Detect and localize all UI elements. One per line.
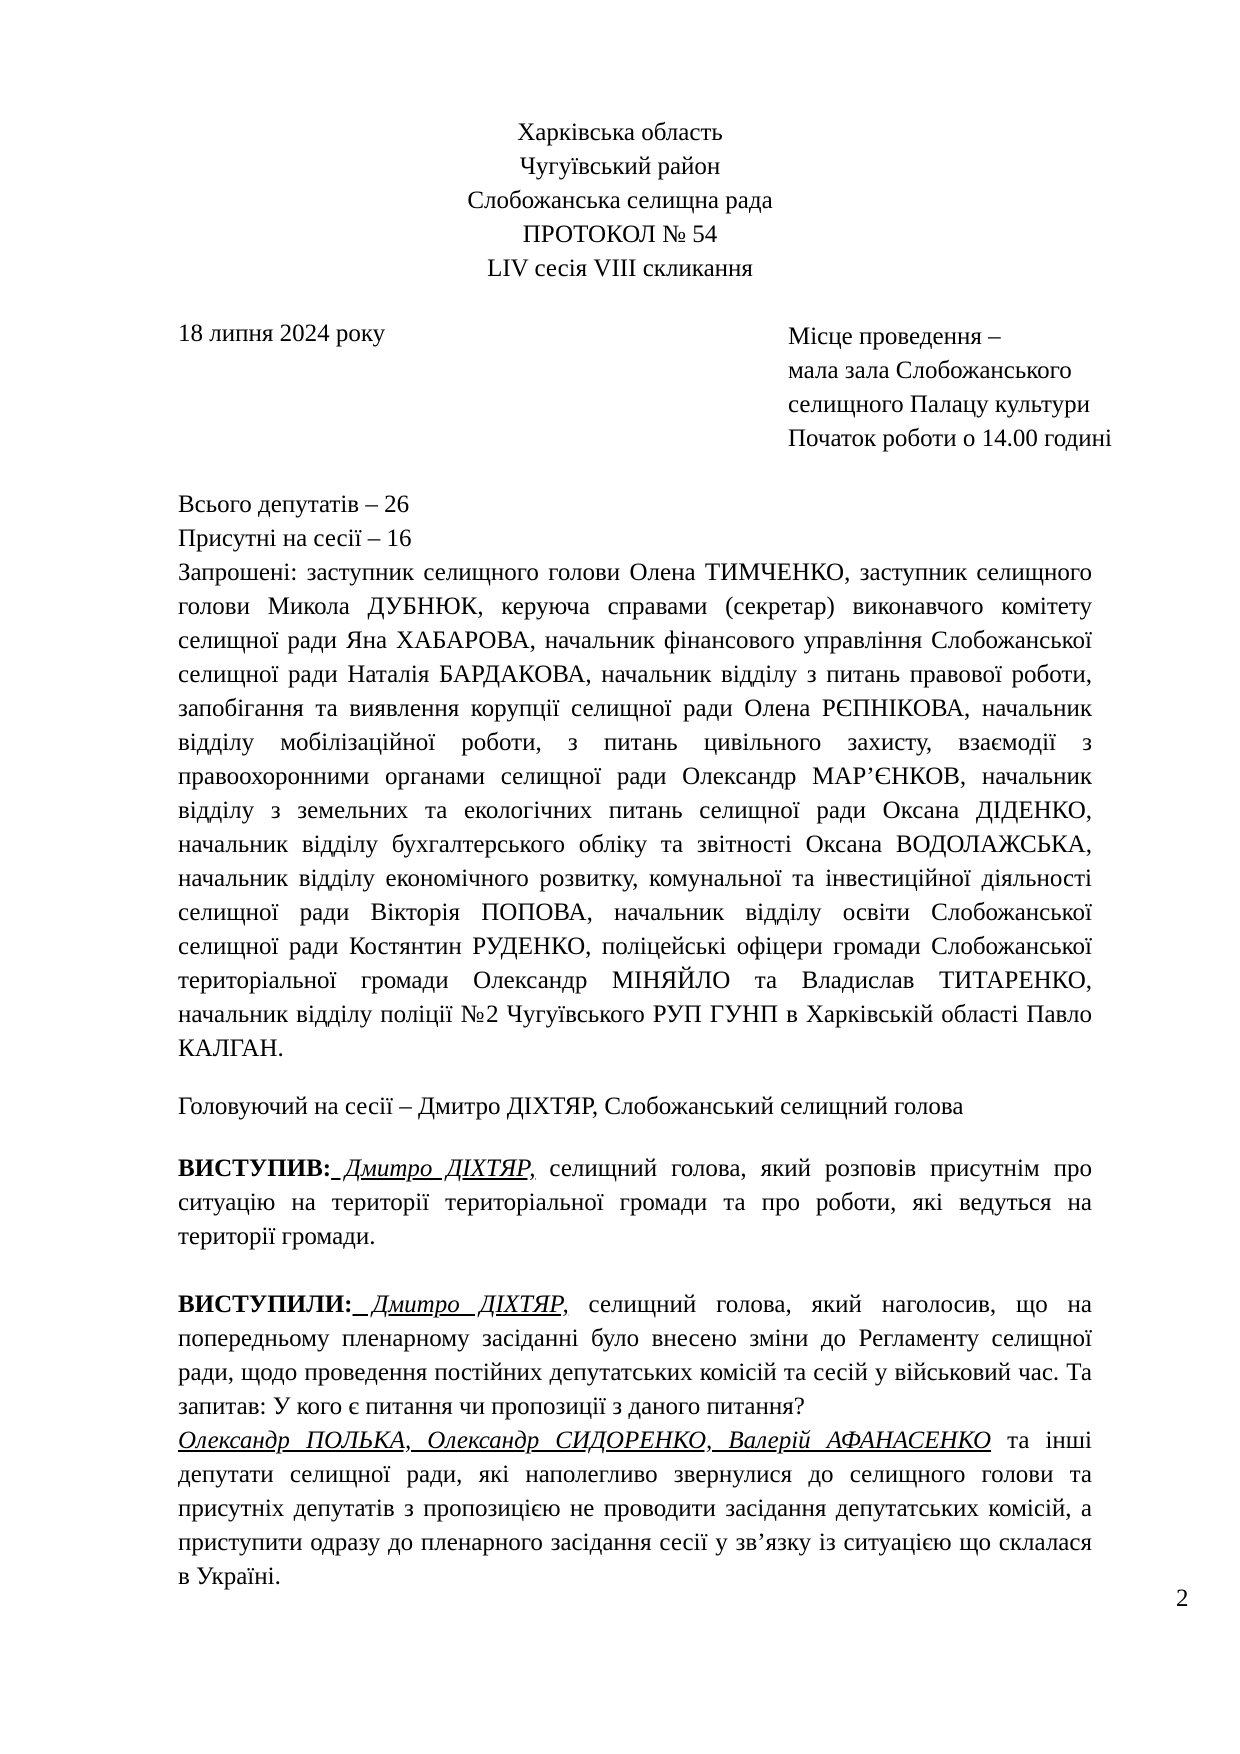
protocol-title: ПРОТОКОЛ № 54 <box>522 221 718 248</box>
invited-paragraph: Запрошені: заступник селищного голови Олена ТИМЧЕНКО, заступник селищного голови Микола ДУБНЮК, керуюча справами (секретар) виконавчого комітету селищної ради Яна ХАБАРОВА, начальник фінансового управління Слобожанської селищної ради Наталія БАРДАКОВА, начальник відділу з питань правової роботи, запобігання та виявлення корупції селищної ради Олена РЄПНІКОВА, начальник відділу мобілізаційної роботи, з питань цивільного захисту, взаємодії з правоохоронними органами селищної ради Олександр МАР’ЄНКОВ, начальник відділу з земельних та екологічних питань селищної ради Оксана ДІДЕНКО, начальник відділу бухгалтерського обліку та звітності Оксана ВОДОЛАЖСЬКА, начальник відділу економічного розвитку, комунальної та інвестиційної діяльності селищної ради Вікторія ПОПОВА, начальник відділу освіти Слобожанської селищної ради Костянтин РУДЕНКО, поліцейські офіцери громади Слобожанської територіальної громади Олександр МІНЯЙЛО та Владислав ТИТАРЕНКО, начальник відділу поліції №2 Чугуївського РУП ГУНП в Харківській області Павло КАЛГАН. <box>178 559 1092 1062</box>
chairman-line: Головуючий на сесії – Дмитро ДІХТЯР, Слобожанський селищний голова <box>178 1093 964 1120</box>
meeting-date: 18 липня 2024 року <box>178 320 386 347</box>
district-line: Чугуївський район <box>519 153 721 180</box>
speaker-paragraph-2 <box>178 1288 1092 1594</box>
page-number: 2 <box>1176 1585 1189 1612</box>
document-header <box>0 116 1240 286</box>
total-deputies: Всього депутатів – 26 <box>178 491 410 518</box>
speaker-text: селищний голова, який розповів присутнім про ситуацію на території територіальної громади та про роботи, які ведуться на території громади. <box>178 1155 1092 1250</box>
session-line: LIV сесія VIII скликання <box>487 255 753 282</box>
speakers-name: Дмитро ДІХТЯР, <box>352 1291 569 1318</box>
speaker-name: Дмитро ДІХТЯР, <box>331 1155 536 1182</box>
place-line-2: мала зала Слобожанського <box>788 357 1072 384</box>
meeting-place <box>788 320 1112 456</box>
speakers-text-1: селищний голова, який наголосив, що на попередньому пленарному засіданні було внесено зміни до Регламенту селищної ради, щодо проведення постійних депутатських комісій та сесій у військовий час. Та запитав: У кого є питання чи пропозиції з даного питання? <box>178 1291 1092 1420</box>
speaker-paragraph-1 <box>178 1152 1092 1254</box>
attendance-stats <box>178 488 412 556</box>
speakers-label: ВИСТУПИЛИ: <box>178 1291 353 1318</box>
present-deputies: Присутні на сесії – 16 <box>178 525 412 552</box>
speaker-label: ВИСТУПИВ: <box>178 1155 332 1182</box>
deputies-names: Олександр ПОЛЬКА, Олександр СИДОРЕНКО, Валерій АФАНАСЕНКО <box>178 1427 992 1454</box>
region-line: Харківська область <box>517 119 723 146</box>
place-line-3: селищного Палацу культури <box>788 391 1091 418</box>
council-line: Слобожанська селищна рада <box>467 187 773 214</box>
place-line-1: Місце проведення – <box>788 323 1001 350</box>
start-time-line: Початок роботи о 14.00 годині <box>788 425 1112 452</box>
speakers-text-2: та інші депутати селищної ради, які наполегливо звернулися до селищного голови та присутніх депутатів з пропозицією не проводити засідання депутатських комісій, а приступити одразу до пленарного засідання сесії у зв’язку із ситуацією що склалася в Україні. <box>178 1427 1092 1590</box>
